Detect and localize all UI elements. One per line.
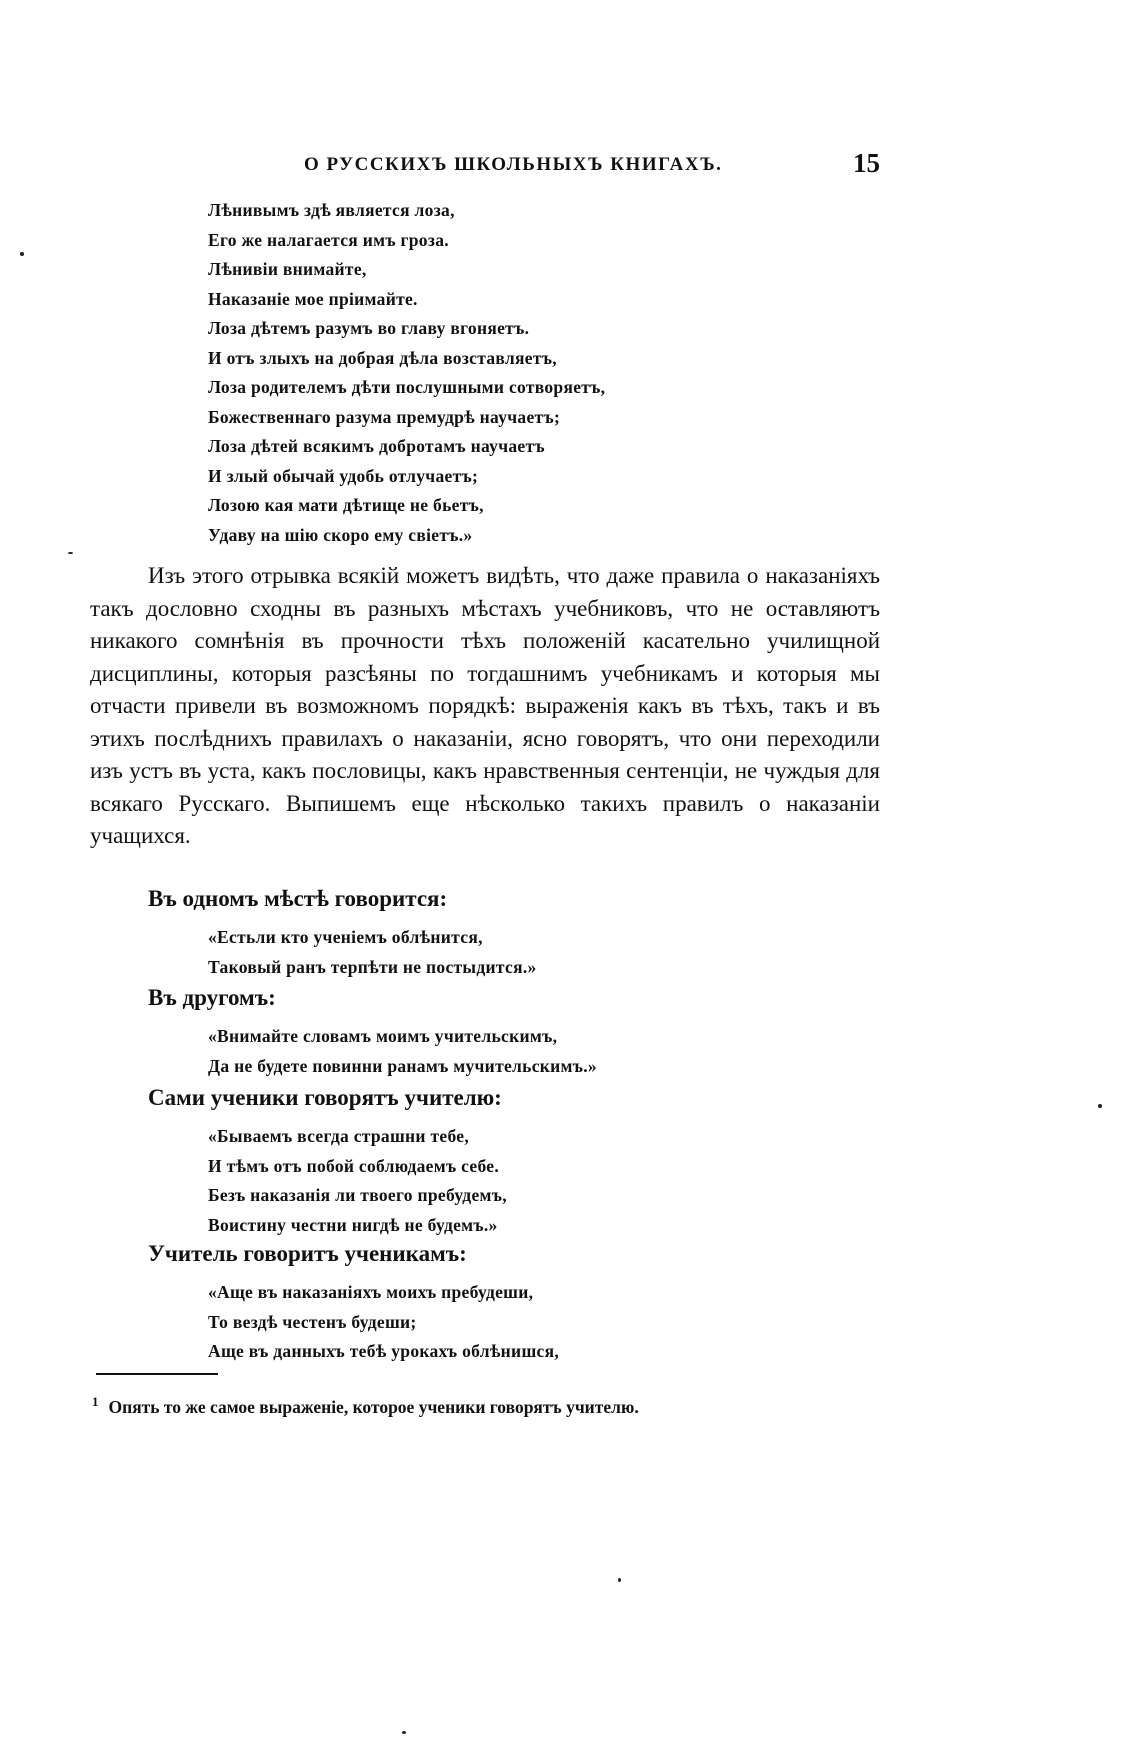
footnote-marker: 1: [92, 1394, 99, 1409]
verse-line: Таковый ранъ терпѣти не постыдится.»: [208, 956, 537, 977]
verse-line: И тѣмъ отъ побой соблюдаемъ себе.: [208, 1155, 500, 1176]
verse-line: Лоза родителемъ дѣти послушными сотворяетъ,: [208, 377, 606, 397]
body-paragraph: [90, 560, 880, 853]
verse-line: Лѣнивымъ здѣ является лоза,: [208, 200, 455, 220]
verse-line: Удаву на шію скоро ему свіетъ.»: [208, 524, 473, 545]
page-number: 15: [853, 148, 880, 178]
verse-line: Его же налагается имъ гроза.: [208, 229, 449, 250]
section-intro-4: Учитель говоритъ ученикамъ:: [148, 1241, 467, 1266]
verse-block-5: [208, 1278, 559, 1367]
verse-line: Лоза дѣтей всякимъ добротамъ научаетъ: [208, 436, 545, 456]
footnote-text: Опять то же самое выраженіе, которое ученики говорятъ учителю.: [108, 1396, 639, 1417]
verse-line: Лѣнивіи внимайте,: [208, 259, 367, 279]
verse-line: Аще въ данныхъ тебѣ урокахъ облѣнишся,: [208, 1341, 560, 1361]
paper-speck: [20, 252, 24, 256]
verse-block-2: [208, 923, 537, 982]
verse-block-3: [208, 1022, 597, 1081]
paper-speck: [1098, 1104, 1102, 1108]
verse-line: «Бываемъ всегда страшни тебе,: [208, 1126, 470, 1146]
paper-speck: [68, 552, 73, 554]
paragraph-text: Изъ этого отрывка всякій можетъ видѣть, что даже правила о наказаніяхъ такъ дословно сходны въ разныхъ мѣстахъ учебниковъ, что не оставляютъ никакого сомнѣнія въ прочности тѣхъ положеній касательно училищной дисциплины, которыя разсѣяны по тогдашнимъ учебникамъ и которыя мы отчасти привели въ возможномъ порядкѣ: выраженія какъ въ тѣхъ, такъ и въ этихъ послѣднихъ правилахъ о наказаніи, ясно говорятъ, что они переходили изъ устъ въ уста, какъ пословицы, какъ нравственныя сентенціи, не чуждыя для всякаго Русскаго. Выпишемъ еще нѣсколько такихъ правилъ о наказаніи учащихся.: [90, 563, 880, 848]
verse-line: Лоза дѣтемъ разумъ во главу вгоняетъ.: [208, 318, 530, 338]
verse-line: То вездѣ честенъ будеши;: [208, 1311, 417, 1332]
verse-line: Божественнаго разума премудрѣ научаетъ;: [208, 406, 561, 427]
verse-line: Лозою кая мати дѣтище не бьетъ,: [208, 495, 484, 515]
section-intro-3: Сами ученики говорятъ учителю:: [148, 1085, 502, 1110]
verse-line: «Естьли кто ученіемъ облѣнится,: [208, 927, 483, 947]
paper-speck: [402, 1731, 406, 1734]
verse-line: «Аще въ наказаніяхъ моихъ пребудеши,: [208, 1282, 534, 1302]
verse-block-1: [208, 196, 605, 550]
running-title: О РУССКИХЪ ШКОЛЬНЫХЪ КНИГАХЪ.: [304, 154, 723, 175]
verse-line: Безъ наказанія ли твоего пребудемъ,: [208, 1185, 507, 1205]
verse-line: И злый обычай удобь отлучаетъ;: [208, 465, 479, 486]
footnote: [92, 1394, 639, 1418]
section-intro-1: Въ одномъ мѣстѣ говорится:: [148, 886, 448, 911]
verse-line: «Внимайте словамъ моимъ учительскимъ,: [208, 1026, 558, 1046]
footnote-rule: [96, 1373, 218, 1375]
verse-line: Наказаніе мое пріимайте.: [208, 288, 418, 309]
page-header: [300, 148, 880, 188]
section-intro-2: Въ другомъ:: [148, 985, 276, 1010]
paper-speck: [618, 1578, 621, 1582]
verse-line: Воистину честни нигдѣ не будемъ.»: [208, 1214, 498, 1235]
verse-line: И отъ злыхъ на добрая дѣла возставляетъ,: [208, 347, 557, 368]
verse-line: Да не будете повинни ранамъ мучительскимъ.»: [208, 1055, 597, 1076]
verse-block-4: [208, 1122, 507, 1240]
